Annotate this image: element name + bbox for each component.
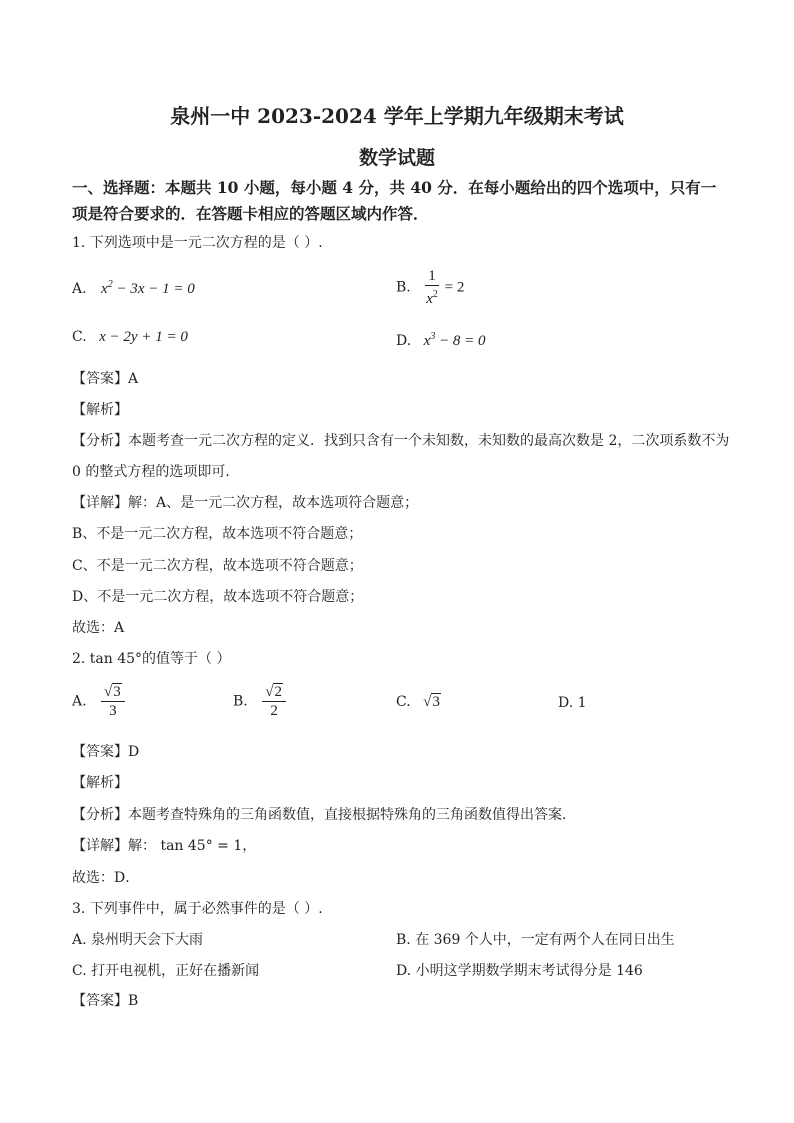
q2-option-c-label: C. <box>396 694 411 710</box>
q1-detail-label: 【详解】 <box>72 495 128 511</box>
q2-option-b <box>233 684 286 719</box>
q1-detail-line2: B、不是一元二次方程，故本选项不符合题意； <box>72 526 363 542</box>
q3-option-a: A. 泉州明天会下大雨 <box>72 932 204 948</box>
q3-answer-label: 【答案】 <box>72 993 128 1009</box>
q1-option-c-expr: x − 2y + 1 = 0 <box>99 329 188 345</box>
q1-detail-text1: 解：A、是一元二次方程，故本选项符合题意； <box>128 495 419 511</box>
q1-option-c <box>72 329 188 346</box>
q2-answer-label: 【答案】 <box>72 744 128 760</box>
q1-fenxi-text1: 本题考查一元二次方程的定义．找到只含有一个未知数，未知数的最高次数是 2，二次项系数不为 <box>128 433 730 449</box>
q3-option-c: C. 打开电视机，正好在播新闻 <box>72 963 260 979</box>
section-heading-line1: 一、选择题：本题共 10 小题，每小题 4 分，共 40 分．在每小题给出的四个选项中，只有一 <box>72 178 717 197</box>
q1-stem: 1. 下列选项中是一元二次方程的是（ ）. <box>72 235 323 251</box>
q1-option-b-label: B. <box>396 279 411 296</box>
q2-fenxi-line <box>72 804 576 824</box>
q2-option-a-label: A. <box>72 693 87 710</box>
q1-option-b-expr: $\frac{1}{x^2}$ = 2 <box>426 268 465 307</box>
q1-detail-line3: C、不是一元二次方程，故本选项不符合题意； <box>72 558 363 574</box>
q2-option-b-expr: $\frac{√2}{2}$ <box>262 684 286 719</box>
q1-fenxi-line2: 0 的整式方程的选项即可． <box>72 464 240 480</box>
q1-answer-label: 【答案】 <box>72 371 128 387</box>
q2-choose: 故选：D． <box>72 870 140 886</box>
q3-answer <box>72 990 138 1010</box>
q2-answer <box>72 741 139 761</box>
q1-option-d <box>396 331 486 350</box>
q1-detail-line1 <box>72 492 418 512</box>
q1-detail-line4: D、不是一元二次方程，故本选项不符合题意； <box>72 589 364 605</box>
q1-fenxi-line1 <box>72 430 729 450</box>
page-title: 泉州一中 2023-2024 学年上学期九年级期末考试 <box>170 104 624 128</box>
q1-option-c-label: C. <box>72 329 87 345</box>
q1-option-b <box>396 268 464 307</box>
section-heading-line2: 项是符合要求的．在答题卡相应的答题区域内作答． <box>72 204 429 223</box>
q3-stem: 3. 下列事件中，属于必然事件的是（ ）. <box>72 901 323 917</box>
q1-answer-value: A <box>128 371 139 387</box>
q2-stem: 2. tan 45°的值等于（ ） <box>72 651 231 667</box>
q1-option-a-expr: $x^2 - 3x - 1 = 0$ <box>101 279 195 297</box>
q3-answer-value: B <box>128 993 139 1009</box>
q2-option-c <box>396 694 441 711</box>
q2-fenxi-text: 本题考查特殊角的三角函数值，直接根据特殊角的三角函数值得出答案． <box>128 807 576 823</box>
q1-option-a <box>72 279 195 298</box>
q2-detail-label: 【详解】 <box>72 838 128 854</box>
q3-option-b: B. 在 369 个人中，一定有两个人在同日出生 <box>396 932 675 948</box>
q2-answer-value: D <box>128 744 140 760</box>
q1-fenxi-label: 【分析】 <box>72 433 128 449</box>
q1-option-a-label: A. <box>72 281 87 297</box>
q1-option-d-label: D. <box>396 333 412 349</box>
q2-detail-text: 解： tan 45° = 1， <box>128 838 257 854</box>
q2-option-b-label: B. <box>233 693 248 710</box>
q1-choose: 故选：A <box>72 620 125 636</box>
q2-option-c-expr: √3 <box>423 694 440 710</box>
q2-option-a-expr: $\frac{√3}{3}$ <box>101 684 125 719</box>
q2-analysis-heading: 【解析】 <box>72 775 128 791</box>
q3-option-d: D. 小明这学期数学期末考试得分是 146 <box>396 963 643 979</box>
q1-option-d-expr: $x^3 - 8 = 0$ <box>423 331 486 349</box>
page-subtitle: 数学试题 <box>358 147 435 169</box>
q2-fenxi-label: 【分析】 <box>72 807 128 823</box>
q1-analysis-heading: 【解析】 <box>72 402 128 418</box>
q2-option-d: D. 1 <box>558 695 587 711</box>
q1-answer <box>72 368 138 388</box>
q2-option-a <box>72 684 125 719</box>
q2-detail-line <box>72 835 256 855</box>
